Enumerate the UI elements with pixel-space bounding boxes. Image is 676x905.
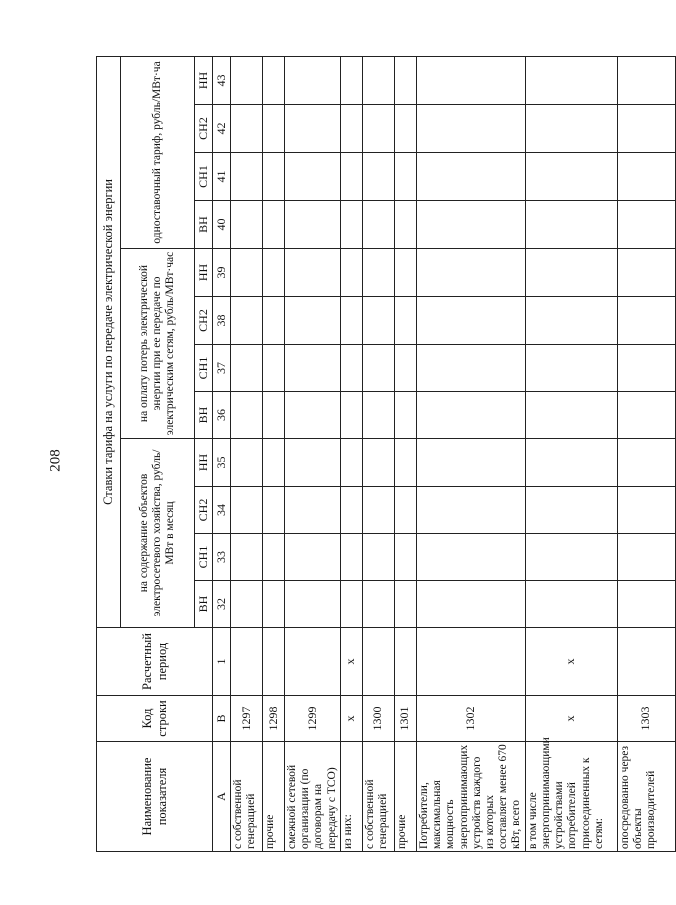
value-cell: [617, 345, 675, 392]
index-cell-b: В: [213, 696, 231, 742]
value-cell: [362, 297, 394, 345]
value-cell: [340, 249, 362, 297]
level-cell: НН: [195, 249, 213, 297]
value-cell: [340, 201, 362, 249]
row-code: 1298: [263, 696, 285, 742]
value-cell: [416, 56, 525, 104]
index-number: 35: [213, 439, 231, 487]
value-cell: [362, 345, 394, 392]
value-cell: [340, 153, 362, 201]
value-cell: [416, 297, 525, 345]
value-cell: [525, 105, 617, 153]
index-number: 40: [213, 201, 231, 249]
value-cell: [617, 56, 675, 104]
level-cell: СН1: [195, 153, 213, 201]
value-cell: [231, 153, 263, 201]
row-name: опосредованно через объекты производителей: [617, 742, 675, 852]
index-number: 42: [213, 105, 231, 153]
value-cell: [231, 105, 263, 153]
value-cell: [416, 392, 525, 439]
value-cell: [416, 534, 525, 581]
value-cell: [362, 439, 394, 487]
page-number: 208: [47, 449, 64, 472]
value-cell: [617, 534, 675, 581]
row-period: [362, 628, 394, 696]
value-cell: [285, 249, 341, 297]
value-cell: [525, 249, 617, 297]
table-row: [394, 56, 416, 851]
value-cell: [285, 345, 341, 392]
row-period: x: [525, 628, 617, 696]
table-row: [617, 56, 675, 851]
value-cell: [362, 105, 394, 153]
level-cell: СН1: [195, 534, 213, 581]
value-cell: [340, 297, 362, 345]
value-cell: [231, 201, 263, 249]
tariff-table: [96, 56, 676, 852]
value-cell: [263, 392, 285, 439]
value-cell: [362, 249, 394, 297]
value-cell: [525, 56, 617, 104]
level-cell: СН2: [195, 105, 213, 153]
value-cell: [617, 105, 675, 153]
value-cell: [525, 392, 617, 439]
value-cell: [617, 392, 675, 439]
value-cell: [394, 56, 416, 104]
value-cell: [340, 581, 362, 628]
value-cell: [285, 581, 341, 628]
row-name: смежной сетевой организации (по договорам на передачу с ТСО): [285, 742, 341, 852]
value-cell: [263, 201, 285, 249]
value-cell: [362, 153, 394, 201]
value-cell: [416, 581, 525, 628]
row-period: [617, 628, 675, 696]
value-cell: [362, 534, 394, 581]
value-cell: [285, 297, 341, 345]
value-cell: [285, 439, 341, 487]
table-body: [231, 56, 676, 851]
value-cell: [416, 249, 525, 297]
index-number: 38: [213, 297, 231, 345]
row-code: 1302: [416, 696, 525, 742]
rotated-table-container: [96, 57, 658, 852]
value-cell: [340, 534, 362, 581]
value-cell: [231, 249, 263, 297]
row-name: с собственной генерацией: [231, 742, 263, 852]
value-cell: [394, 581, 416, 628]
value-cell: [394, 345, 416, 392]
row-period: [416, 628, 525, 696]
value-cell: [362, 487, 394, 534]
value-cell: [340, 56, 362, 104]
value-cell: [416, 105, 525, 153]
value-cell: [394, 534, 416, 581]
row-period: [285, 628, 341, 696]
row-name: прочие: [394, 742, 416, 852]
value-cell: [231, 56, 263, 104]
value-cell: [525, 439, 617, 487]
value-cell: [231, 297, 263, 345]
value-cell: [394, 201, 416, 249]
value-cell: [394, 297, 416, 345]
value-cell: [340, 439, 362, 487]
value-cell: [263, 153, 285, 201]
value-cell: [285, 56, 341, 104]
index-number: 32: [213, 581, 231, 628]
index-number: 43: [213, 56, 231, 104]
value-cell: [394, 153, 416, 201]
row-name: Потребители, максимальная мощность энергопринимающих устройств каждого из которых составляет менее 670 кВт, всего: [416, 742, 525, 852]
level-cell: СН1: [195, 345, 213, 392]
row-code: x: [525, 696, 617, 742]
value-cell: [525, 345, 617, 392]
header-losses: на оплату потерь электрической энергии при ее передаче по электрическим сетям, рубль/МВт·час: [121, 249, 195, 439]
index-number: 39: [213, 249, 231, 297]
value-cell: [362, 56, 394, 104]
value-cell: [416, 153, 525, 201]
table-row: [362, 56, 394, 851]
value-cell: [285, 487, 341, 534]
value-cell: [263, 345, 285, 392]
value-cell: [394, 487, 416, 534]
value-cell: [416, 345, 525, 392]
row-period: [263, 628, 285, 696]
value-cell: [394, 105, 416, 153]
value-cell: [617, 297, 675, 345]
value-cell: [263, 56, 285, 104]
value-cell: [231, 345, 263, 392]
header-single-rate: одноставочный тариф, рубль/МВт·ча: [121, 56, 195, 248]
index-cell-a: А: [213, 742, 231, 852]
value-cell: [617, 581, 675, 628]
table-row: [525, 56, 617, 851]
row-code: 1300: [362, 696, 394, 742]
value-cell: [525, 201, 617, 249]
level-cell: СН2: [195, 297, 213, 345]
value-cell: [231, 581, 263, 628]
value-cell: [394, 439, 416, 487]
row-code: 1297: [231, 696, 263, 742]
value-cell: [263, 487, 285, 534]
row-name: из них:: [340, 742, 362, 852]
value-cell: [617, 487, 675, 534]
value-cell: [525, 297, 617, 345]
value-cell: [362, 392, 394, 439]
value-cell: [525, 487, 617, 534]
level-cell: НН: [195, 56, 213, 104]
value-cell: [263, 297, 285, 345]
value-cell: [285, 105, 341, 153]
index-number: 33: [213, 534, 231, 581]
value-cell: [263, 439, 285, 487]
row-name: с собственной генерацией: [362, 742, 394, 852]
level-cell: НН: [195, 439, 213, 487]
value-cell: [285, 392, 341, 439]
row-period: [231, 628, 263, 696]
table-row: [231, 56, 263, 851]
value-cell: [394, 392, 416, 439]
table-row: [285, 56, 341, 851]
value-cell: [263, 249, 285, 297]
index-number: 36: [213, 392, 231, 439]
value-cell: [617, 439, 675, 487]
value-cell: [263, 534, 285, 581]
level-cell: ВН: [195, 581, 213, 628]
header-row-code: Код строки: [97, 696, 213, 742]
value-cell: [340, 345, 362, 392]
value-cell: [362, 201, 394, 249]
row-period: [394, 628, 416, 696]
row-code: x: [340, 696, 362, 742]
value-cell: [617, 249, 675, 297]
level-cell: ВН: [195, 201, 213, 249]
value-cell: [525, 153, 617, 201]
index-number: 34: [213, 487, 231, 534]
row-name: в том числе энергопринимающими устройствами потребителей присоединенных к сетям:: [525, 742, 617, 852]
value-cell: [340, 392, 362, 439]
level-cell: СН2: [195, 487, 213, 534]
value-cell: [263, 581, 285, 628]
value-cell: [525, 581, 617, 628]
value-cell: [394, 249, 416, 297]
value-cell: [285, 201, 341, 249]
row-code: 1303: [617, 696, 675, 742]
value-cell: [416, 439, 525, 487]
value-cell: [416, 487, 525, 534]
row-period: x: [340, 628, 362, 696]
header-indicator: Наименование показателя: [97, 742, 213, 852]
value-cell: [525, 534, 617, 581]
header-period: Расчетный период: [97, 628, 213, 696]
value-cell: [362, 581, 394, 628]
value-cell: [263, 105, 285, 153]
value-cell: [416, 201, 525, 249]
value-cell: [285, 534, 341, 581]
level-cell: ВН: [195, 392, 213, 439]
value-cell: [231, 392, 263, 439]
value-cell: [231, 534, 263, 581]
table-row: [340, 56, 362, 851]
index-cell-c: 1: [213, 628, 231, 696]
index-number: 37: [213, 345, 231, 392]
row-name: прочие: [263, 742, 285, 852]
value-cell: [285, 153, 341, 201]
value-cell: [617, 153, 675, 201]
header-maintenance: на содержание объектов электросетевого хозяйства, рубль/МВт в месяц: [121, 439, 195, 628]
value-cell: [231, 487, 263, 534]
value-cell: [340, 105, 362, 153]
row-code: 1301: [394, 696, 416, 742]
value-cell: [340, 487, 362, 534]
value-cell: [231, 439, 263, 487]
header-rates-group: Ставки тарифа на услуги по передаче электрической энергии: [97, 56, 121, 627]
index-number: 41: [213, 153, 231, 201]
row-code: 1299: [285, 696, 341, 742]
table-row: [416, 56, 525, 851]
table-row: [263, 56, 285, 851]
value-cell: [617, 201, 675, 249]
